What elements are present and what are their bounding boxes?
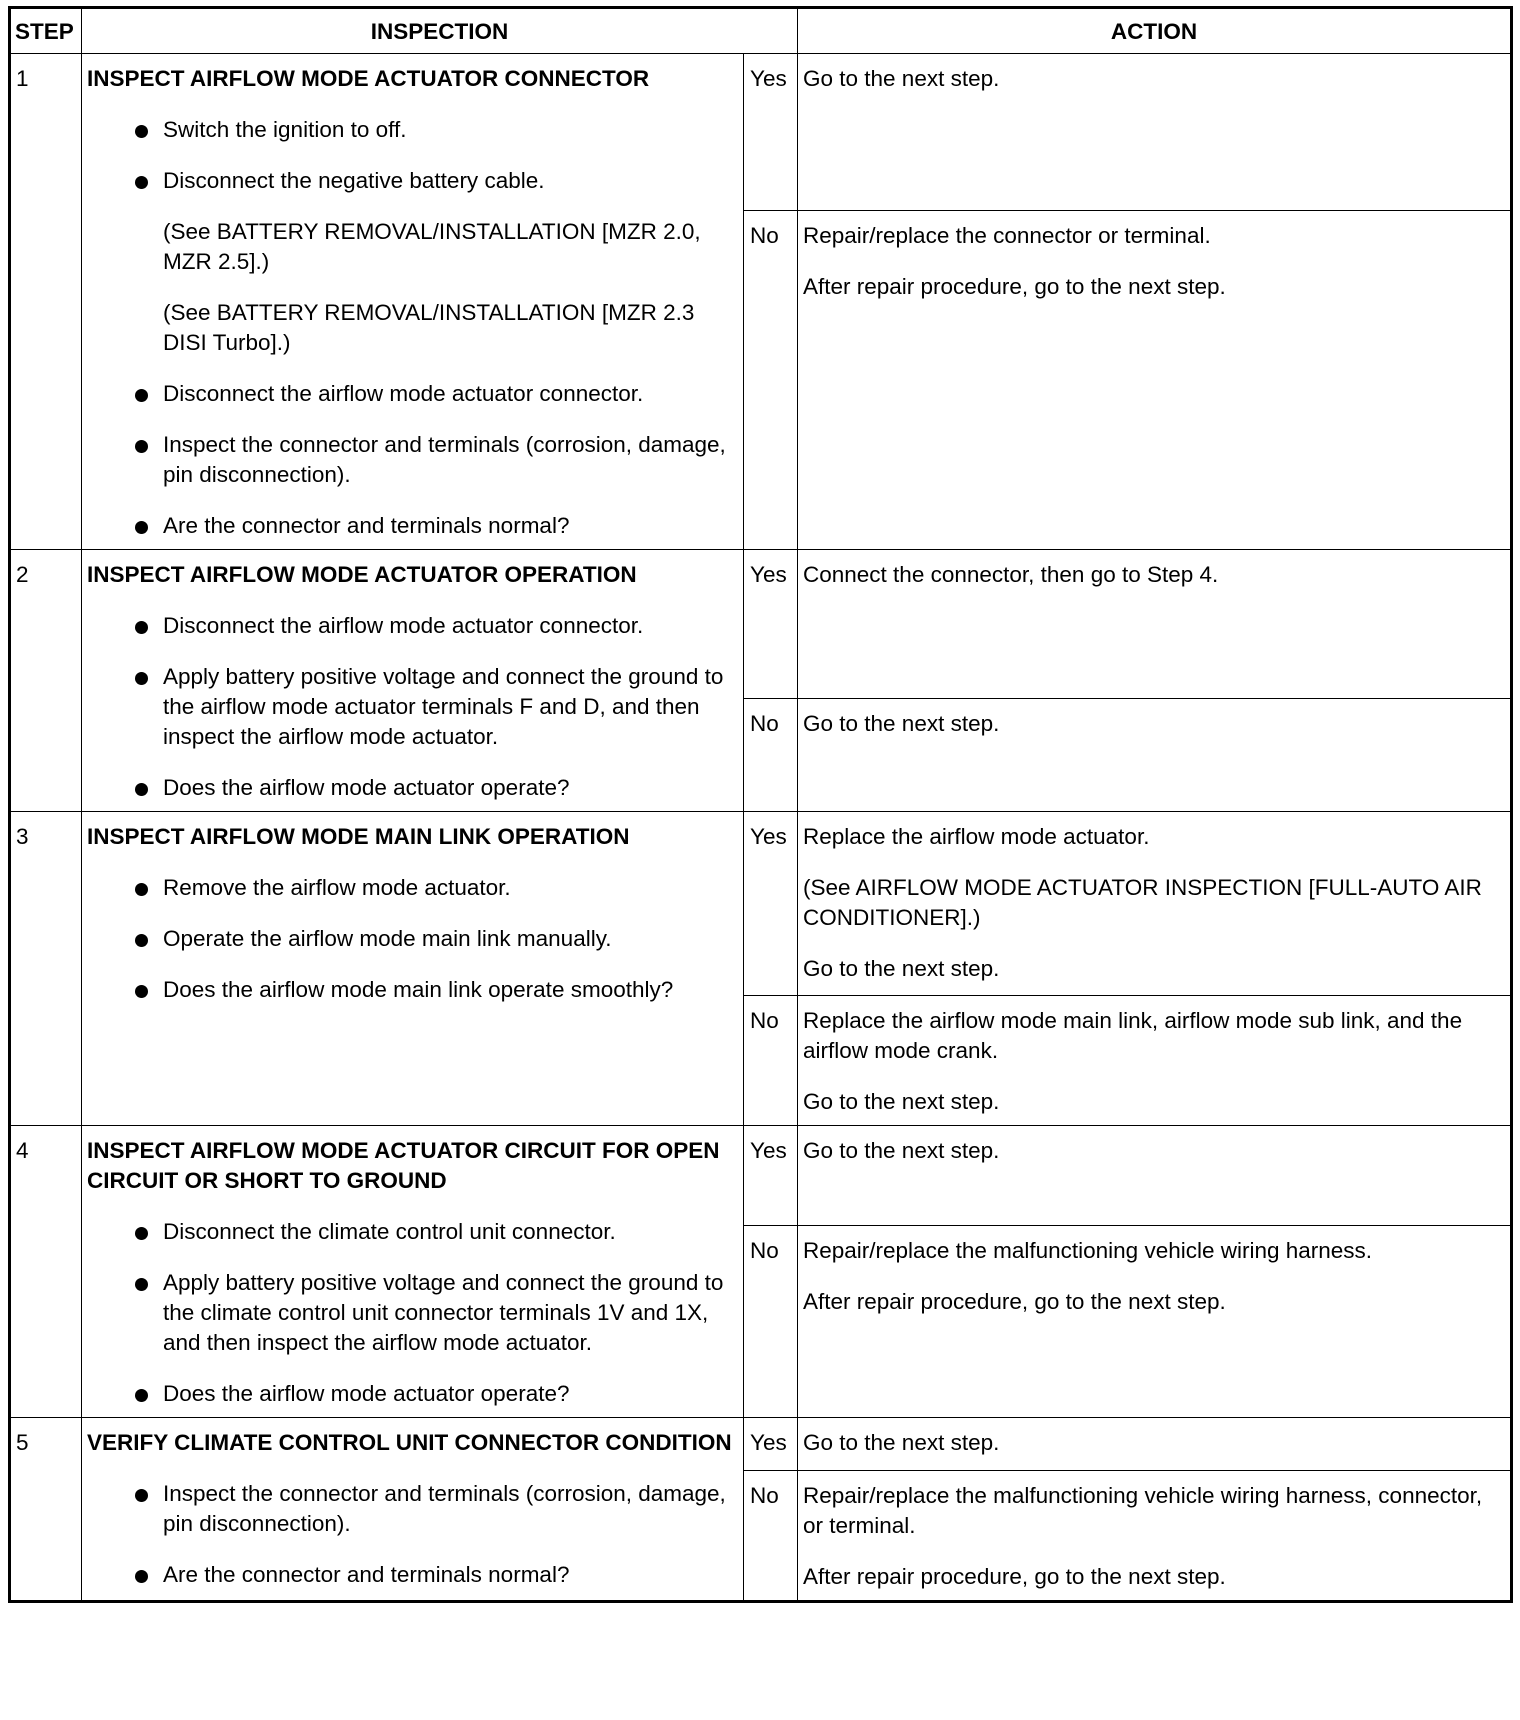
yes-action	[798, 1126, 1512, 1226]
inspection-item: Remove the airflow mode actuator.	[132, 873, 738, 903]
inspection-item: Disconnect the climate control unit connector.	[132, 1217, 738, 1247]
yes-action	[798, 812, 1512, 996]
inspection-item: Operate the airflow mode main link manually.	[132, 924, 738, 954]
step-inspection	[82, 1418, 744, 1602]
action-text: Go to the next step.	[803, 1430, 1000, 1455]
inspection-item: Disconnect the negative battery cable.	[132, 166, 738, 196]
step-number: 3	[10, 812, 82, 1126]
inspection-item: Are the connector and terminals normal?	[132, 1560, 738, 1590]
step-title: INSPECT AIRFLOW MODE ACTUATOR CONNECTOR	[87, 66, 650, 91]
inspection-item: Disconnect the airflow mode actuator connector.	[132, 611, 738, 641]
step-number: 5	[10, 1418, 82, 1602]
inspection-item: Inspect the connector and terminals (corrosion, damage, pin disconnection).	[132, 430, 738, 490]
step-number: 4	[10, 1126, 82, 1418]
step-title: INSPECT AIRFLOW MODE MAIN LINK OPERATION	[87, 824, 630, 849]
step-title: INSPECT AIRFLOW MODE ACTUATOR CIRCUIT FOR OPEN CIRCUIT OR SHORT TO GROUND	[87, 1138, 720, 1193]
reference-note: (See BATTERY REMOVAL/INSTALLATION [MZR 2.3 DISI Turbo].)	[163, 300, 695, 355]
troubleshooting-table	[8, 6, 1513, 1603]
step-number: 1	[10, 54, 82, 550]
step-inspection	[82, 812, 744, 1126]
action-text: Repair/replace the malfunctioning vehicle wiring harness, connector, or terminal.	[803, 1483, 1483, 1538]
yes-label: Yes	[744, 550, 798, 699]
action-text: After repair procedure, go to the next step.	[803, 1564, 1226, 1589]
action-text: After repair procedure, go to the next step.	[803, 1289, 1226, 1314]
inspection-list	[87, 379, 738, 541]
no-action	[798, 996, 1512, 1126]
step-inspection	[82, 54, 744, 550]
no-action	[798, 1471, 1512, 1602]
no-label: No	[744, 1226, 798, 1418]
inspection-list	[87, 873, 738, 1005]
step-3-yes-row	[10, 812, 1512, 996]
inspection-item: Apply battery positive voltage and connect the ground to the airflow mode actuator terminals F and D, and then inspect the airflow mode actuator.	[132, 662, 738, 752]
inspection-item: Does the airflow mode actuator operate?	[132, 773, 738, 803]
inspection-list	[87, 1479, 738, 1590]
step-inspection	[82, 1126, 744, 1418]
inspection-item: Inspect the connector and terminals (corrosion, damage, pin disconnection).	[132, 1479, 738, 1539]
inspection-item: Does the airflow mode actuator operate?	[132, 1379, 738, 1409]
yes-label: Yes	[744, 812, 798, 996]
inspection-list	[87, 1217, 738, 1409]
inspection-item: Switch the ignition to off.	[132, 115, 738, 145]
header-step: STEP	[10, 8, 82, 54]
no-action	[798, 211, 1512, 550]
step-number: 2	[10, 550, 82, 812]
inspection-item: Are the connector and terminals normal?	[132, 511, 738, 541]
reference-note: (See BATTERY REMOVAL/INSTALLATION [MZR 2.0, MZR 2.5].)	[163, 219, 701, 274]
no-action	[798, 699, 1512, 812]
yes-label: Yes	[744, 54, 798, 211]
inspection-list	[87, 611, 738, 803]
action-text: Repair/replace the malfunctioning vehicle wiring harness.	[803, 1238, 1373, 1263]
action-text: Connect the connector, then go to Step 4.	[803, 562, 1219, 587]
inspection-item: Disconnect the airflow mode actuator connector.	[132, 379, 738, 409]
no-label: No	[744, 211, 798, 550]
step-title: INSPECT AIRFLOW MODE ACTUATOR OPERATION	[87, 562, 637, 587]
action-text: Replace the airflow mode main link, airflow mode sub link, and the airflow mode crank.	[803, 1008, 1463, 1063]
step-1-yes-row	[10, 54, 1512, 211]
action-text: (See AIRFLOW MODE ACTUATOR INSPECTION [FULL-AUTO AIR CONDITIONER].)	[803, 875, 1482, 930]
step-5-yes-row	[10, 1418, 1512, 1471]
action-text: Go to the next step.	[803, 956, 1000, 981]
yes-action	[798, 550, 1512, 699]
yes-label: Yes	[744, 1418, 798, 1471]
no-label: No	[744, 996, 798, 1126]
page	[8, 6, 1513, 1603]
inspection-list	[87, 115, 738, 196]
yes-label: Yes	[744, 1126, 798, 1226]
step-4-yes-row	[10, 1126, 1512, 1226]
step-title: VERIFY CLIMATE CONTROL UNIT CONNECTOR CONDITION	[87, 1430, 732, 1455]
no-action	[798, 1226, 1512, 1418]
inspection-item: Apply battery positive voltage and connect the ground to the climate control unit connector terminals 1V and 1X, and then inspect the airflow mode actuator.	[132, 1268, 738, 1358]
action-text: Go to the next step.	[803, 1138, 1000, 1163]
no-label: No	[744, 699, 798, 812]
header-row	[10, 8, 1512, 54]
action-text: Go to the next step.	[803, 711, 1000, 736]
step-inspection	[82, 550, 744, 812]
header-inspection: INSPECTION	[82, 8, 798, 54]
inspection-item: Does the airflow mode main link operate smoothly?	[132, 975, 738, 1005]
step-2-yes-row	[10, 550, 1512, 699]
action-text: After repair procedure, go to the next step.	[803, 274, 1226, 299]
action-text: Go to the next step.	[803, 66, 1000, 91]
action-text: Replace the airflow mode actuator.	[803, 824, 1150, 849]
yes-action	[798, 54, 1512, 211]
no-label: No	[744, 1471, 798, 1602]
yes-action	[798, 1418, 1512, 1471]
action-text: Repair/replace the connector or terminal.	[803, 223, 1211, 248]
action-text: Go to the next step.	[803, 1089, 1000, 1114]
header-action: ACTION	[798, 8, 1512, 54]
